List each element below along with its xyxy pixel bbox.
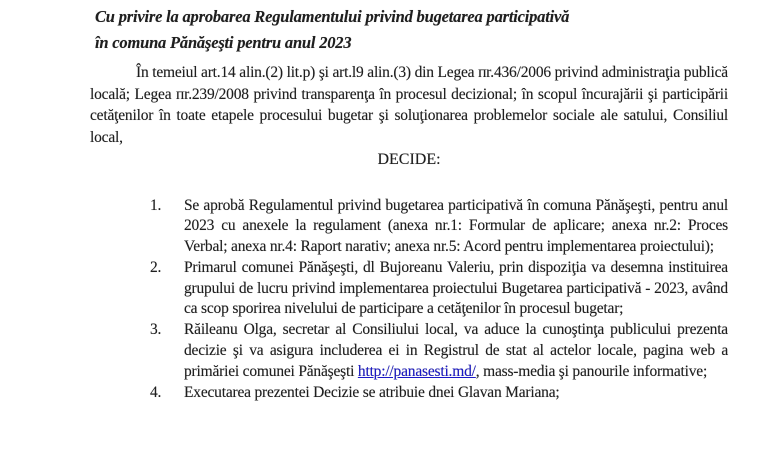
preamble-paragraph: În temeiul art.14 alin.(2) lit.p) şi art.l9 alin.(3) din Legea пr.436/2006 privind administraţia publică locală; Legea пr.239/2008 privind transparenţa în procesul decizional; în scopul încurajării şi participării cetăţenilor în toate etapele procesului bugetar şi soluţionarea problemelor sociale ale satului, Consiliul local, [90,64,728,146]
item-text-before-link: Răileanu Olga, secretar al Consiliului local, va aduce la cunoştinţa publicului prezenta decizie şi va asigura includerea ei in Registrul de stat al actelor locale, pagina web a primăriei comunei Pănăşeşti [184,321,728,380]
title-line-2: în comuna Pănăşeşti pentru anul 2023 [95,33,352,52]
decision-item-4 [90,383,728,404]
item-text: Se aprobă Regulamentul privind bugetarea participativă în comuna Pănăşeşti, pentru anul 2023 cu anexele la regulament (anexa nr.1: Formular de aplicare; anexa nr.2: Proces Verbal; anexa nr.4: Raport narativ; anexa nr.5: Acord pentru implementarea proiectului); [184,196,728,256]
item-number: 1. [150,196,162,214]
decision-list [90,196,728,404]
item-number: 2. [150,258,162,276]
item-text: Executarea prezentei Decizie se atribuie dnei Glavan Mariana; [184,383,560,401]
decision-item-2 [90,258,728,320]
decide-heading: DECIDE: [377,151,441,168]
item-number: 4. [150,383,162,401]
item-number: 3. [150,321,162,339]
panasesti-website-link[interactable]: http://panasesti.md/ [357,362,476,380]
document-title [95,4,728,56]
decision-item-3 [90,320,728,382]
title-line-1: Cu privire la aprobarea Regulamentului privind bugetarea participativă [95,7,570,26]
decision-item-1 [90,196,728,258]
item-text [184,320,728,382]
item-text-after-link: , mass-media şi panourile informative; [475,362,708,380]
item-text: Primarul comunei Pănăşeşti, dl Bujoreanu Valeriu, prin dispoziţia va desemna instituirea grupului de lucru privind implementarea proiectului Bugetarea participativă - 2023, având ca scop sporirea nivelului de participare a cetăţenilor în procesul bugetar; [184,258,728,318]
